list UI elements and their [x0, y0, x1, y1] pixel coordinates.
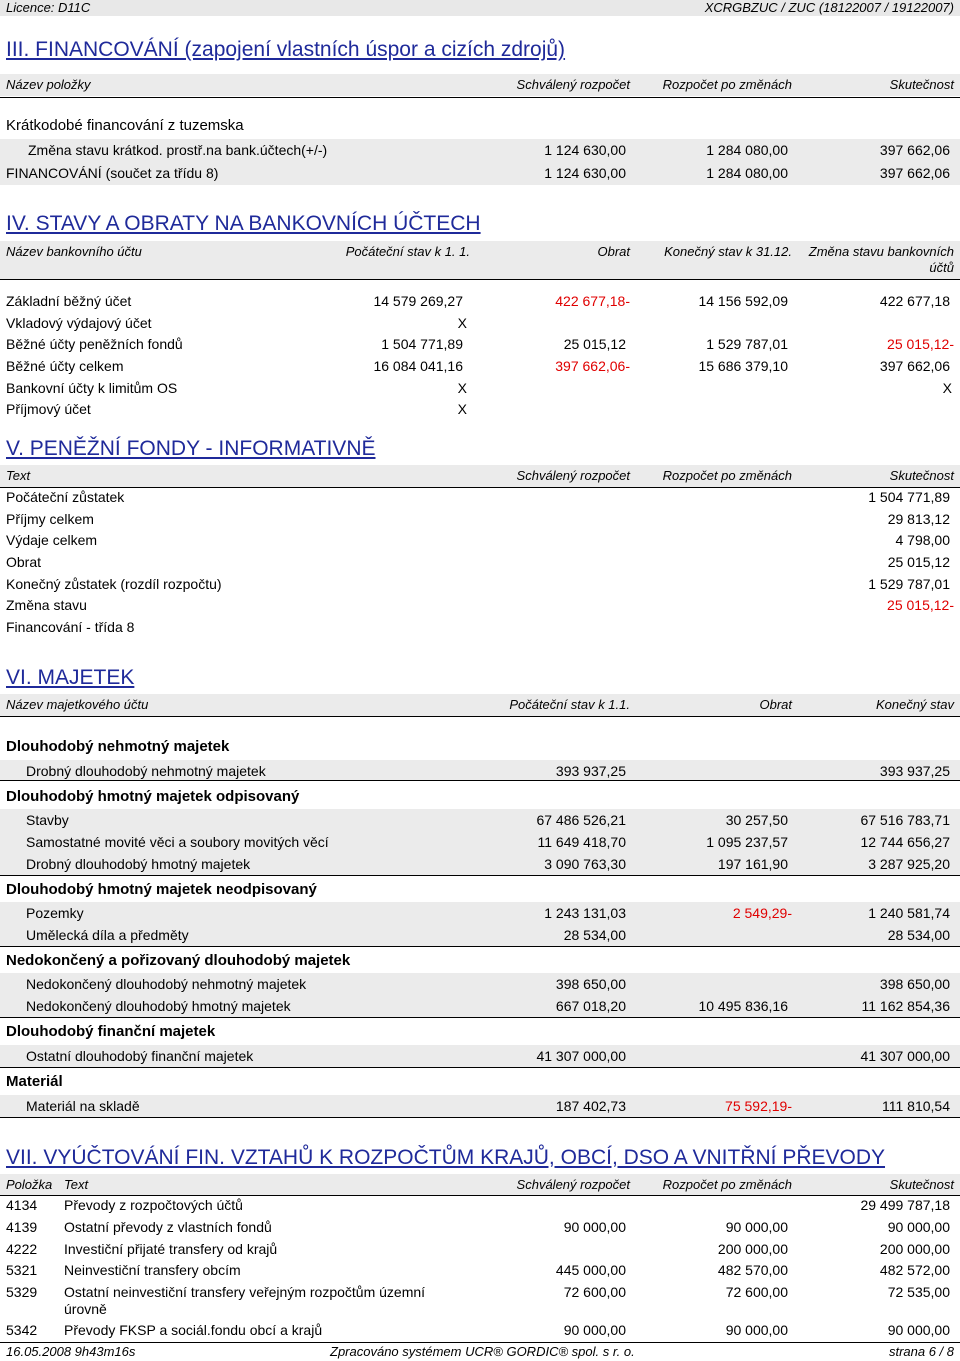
s6-g3-r1-initial: 667 018,20	[555, 998, 626, 1014]
s5-row-4-name: Konečný zůstatek (rozdíl rozpočtu)	[6, 576, 222, 592]
s6-col-name: Název majetkového účtu	[6, 697, 149, 712]
s4-col-final: Konečný stav k 31.12.	[664, 244, 792, 259]
s6-g5-line	[0, 1117, 960, 1118]
s3-row-1-actual: 397 662,06	[879, 165, 950, 181]
section-4-title: IV. STAVY A OBRATY NA BANKOVNÍCH ÚČTECH	[6, 212, 481, 235]
s7-row-4-text: Ostatní neinvestiční transfery veřejným rozpočtům územní úrovně	[64, 1284, 426, 1317]
s6-g5-r0-turnover: 75 592,19-	[725, 1098, 792, 1114]
s3-col-modified: Rozpočet po změnách	[662, 77, 792, 92]
section-5-title: V. PENĚŽNÍ FONDY - INFORMATIVNĚ	[6, 437, 376, 460]
s3-group-title: Krátkodobé financování z tuzemska	[6, 117, 244, 134]
s6-g2-line	[0, 946, 960, 947]
s6-g1-r0-initial: 67 486 526,21	[536, 812, 626, 828]
s5-row-0-name: Počáteční zůstatek	[6, 489, 125, 505]
s7-row-1-approved: 90 000,00	[563, 1219, 626, 1235]
s4-row-5-name: Příjmový účet	[6, 401, 91, 417]
s6-g1-r0-final: 67 516 783,71	[860, 812, 950, 828]
s7-row-1-code: 4139	[6, 1219, 38, 1235]
s6-g1-line	[0, 875, 960, 876]
s6-g1-r1-turnover: 1 095 237,57	[706, 834, 788, 850]
s6-g1-r0-name: Stavby	[26, 812, 69, 828]
s6-g5-r0-initial: 187 402,73	[555, 1098, 626, 1114]
s3-row-0-modified: 1 284 080,00	[706, 142, 788, 158]
section-3-title: III. FINANCOVÁNÍ (zapojení vlastních úspor a cizích zdrojů)	[6, 38, 566, 61]
s4-row-1-initial: X	[457, 315, 467, 331]
s3-col-name: Název položky	[6, 77, 91, 92]
s7-row-0-code: 4134	[6, 1197, 38, 1213]
s7-col-text: Text	[64, 1177, 89, 1192]
s4-row-3-name: Běžné účty celkem	[6, 358, 124, 374]
s4-row-2-name: Běžné účty peněžních fondů	[6, 336, 183, 352]
s6-g2-r0-name: Pozemky	[26, 905, 84, 921]
s7-row-4-code: 5329	[6, 1284, 38, 1300]
s7-header-bar	[0, 1174, 960, 1196]
s5-row-2-actual: 4 798,00	[895, 532, 950, 548]
s4-row-4-initial: X	[457, 380, 467, 396]
section-6-title: VI. MAJETEK	[6, 666, 135, 689]
licence-text: Licence: D11C	[6, 0, 91, 15]
s4-col-initial: Počáteční stav k 1. 1.	[345, 244, 470, 259]
s5-row-1-actual: 29 813,12	[887, 511, 950, 527]
s6-g2-r0-initial: 1 243 131,03	[544, 905, 626, 921]
s3-header-bar	[0, 74, 960, 96]
s5-row-5-name: Změna stavu	[6, 597, 87, 613]
s6-g5-bg	[0, 1095, 960, 1117]
s3-col-approved: Schválený rozpočet	[516, 77, 630, 92]
s6-group-2-title: Dlouhodobý hmotný majetek neodpisovaný	[6, 881, 317, 898]
s6-col-initial: Počáteční stav k 1.1.	[509, 697, 630, 712]
s7-row-4-approved: 72 600,00	[563, 1284, 626, 1300]
s7-header-line	[0, 1195, 960, 1196]
s4-col-change: Změna stavu bankovních účtů	[808, 244, 954, 275]
s7-row-5-modified: 90 000,00	[725, 1322, 788, 1338]
s6-g1-r2-name: Drobný dlouhodobý hmotný majetek	[26, 856, 251, 872]
s6-g3-r1-final: 11 162 854,36	[861, 998, 950, 1014]
s7-row-5-actual: 90 000,00	[887, 1322, 950, 1338]
footer-date: 16.05.2008 9h43m16s	[6, 1344, 136, 1359]
s4-row-0-initial: 14 579 269,27	[373, 293, 463, 309]
s5-row-5-actual: 25 015,12-	[887, 597, 954, 613]
s6-g1-r1-initial: 11 649 418,70	[537, 834, 626, 850]
s7-row-2-code: 4222	[6, 1241, 38, 1257]
s5-row-6-name: Financování - třída 8	[6, 619, 135, 635]
s6-g1-r2-turnover: 197 161,90	[717, 856, 788, 872]
s6-g2-r0-final: 1 240 581,74	[868, 905, 950, 921]
s3-col-actual: Skutečnost	[889, 77, 954, 92]
s4-row-2-turnover: 25 015,12	[563, 336, 626, 352]
s7-row-3-actual: 482 572,00	[879, 1262, 950, 1278]
s7-row-4-actual: 72 535,00	[887, 1284, 950, 1300]
s6-g3-r0-name: Nedokončený dlouhodobý nehmotný majetek	[26, 976, 307, 992]
s4-row-0-change: 422 677,18	[879, 293, 950, 309]
section-7-title: VII. VYÚČTOVÁNÍ FIN. VZTAHŮ K ROZPOČTŮM KRAJŮ, OBCÍ, DSO A VNITŘNÍ PŘEVODY	[6, 1146, 886, 1169]
footer-system: Zpracováno systémem UCR® GORDIC® spol. s r. o.	[330, 1344, 635, 1359]
s6-group-4-title: Dlouhodobý finanční majetek	[6, 1023, 216, 1040]
s6-g3-r1-name: Nedokončený dlouhodobý hmotný majetek	[26, 998, 291, 1014]
s6-g0-line	[0, 780, 960, 781]
s4-col-name: Název bankovního účtu	[6, 244, 142, 259]
s6-g1-r2-final: 3 287 925,20	[868, 856, 950, 872]
s4-row-3-final: 15 686 379,10	[698, 358, 788, 374]
s6-group-1-title: Dlouhodobý hmotný majetek odpisovaný	[6, 788, 300, 805]
s4-row-2-change: 25 015,12-	[887, 336, 954, 352]
s3-row-0-name: Změna stavu krátkod. prostř.na bank.účtech(+/-)	[28, 142, 328, 158]
s4-header-line	[0, 279, 960, 280]
s7-row-2-modified: 200 000,00	[717, 1241, 788, 1257]
s7-col-code: Položka	[6, 1177, 53, 1192]
s4-row-5-initial: X	[457, 401, 467, 417]
s4-row-0-final: 14 156 592,09	[698, 293, 788, 309]
s5-row-2-name: Výdaje celkem	[6, 532, 98, 548]
s5-row-3-actual: 25 015,12	[887, 554, 950, 570]
s6-g4-r0-final: 41 307 000,00	[860, 1048, 950, 1064]
s4-row-3-initial: 16 084 041,16	[373, 358, 463, 374]
s6-g3-r0-initial: 398 650,00	[555, 976, 626, 992]
s6-col-final: Konečný stav	[875, 697, 954, 712]
s5-col-approved: Schválený rozpočet	[516, 468, 630, 483]
s6-g1-r1-final: 12 744 656,27	[860, 834, 950, 850]
s7-row-1-text: Ostatní převody z vlastních fondů	[64, 1219, 272, 1235]
s7-row-5-code: 5342	[6, 1322, 38, 1338]
s7-col-actual: Skutečnost	[889, 1177, 954, 1192]
s6-g4-r0-initial: 41 307 000,00	[536, 1048, 626, 1064]
s7-row-4-modified: 72 600,00	[725, 1284, 788, 1300]
s5-row-4-actual: 1 529 787,01	[868, 576, 950, 592]
document-ident: XCRGBZUC / ZUC (18122007 / 19122007)	[704, 0, 954, 15]
s3-row-1-approved: 1 124 630,00	[544, 165, 626, 181]
footer-page: strana 6 / 8	[888, 1344, 954, 1359]
s7-row-0-actual: 29 499 787,18	[860, 1197, 950, 1213]
s4-row-4-change: X	[942, 380, 952, 396]
s7-row-1-modified: 90 000,00	[725, 1219, 788, 1235]
s7-row-3-text: Neinvestiční transfery obcím	[64, 1262, 241, 1278]
s7-row-5-approved: 90 000,00	[563, 1322, 626, 1338]
s4-row-0-name: Základní běžný účet	[6, 293, 132, 309]
s6-g3-r1-turnover: 10 495 836,16	[698, 998, 788, 1014]
s6-g2-r1-initial: 28 534,00	[563, 927, 626, 943]
s6-g1-r2-initial: 3 090 763,30	[544, 856, 626, 872]
s3-row-1-modified: 1 284 080,00	[706, 165, 788, 181]
s6-g0-r0-name: Drobný dlouhodobý nehmotný majetek	[26, 763, 266, 779]
s5-header-line	[0, 487, 960, 488]
s7-row-1-actual: 90 000,00	[887, 1219, 950, 1235]
s6-g1-r0-turnover: 30 257,50	[725, 812, 788, 828]
s6-group-3-title: Nedokončený a pořizovaný dlouhodobý majetek	[6, 952, 351, 969]
s5-col-actual: Skutečnost	[889, 468, 954, 483]
s6-g2-r0-turnover: 2 549,29-	[732, 905, 792, 921]
s6-g2-r1-name: Umělecká díla a předměty	[26, 927, 189, 943]
footer-line	[0, 1342, 960, 1343]
s3-row-1-name: FINANCOVÁNÍ (součet za třídu 8)	[6, 165, 219, 181]
s6-header-line	[0, 716, 960, 717]
s7-row-3-approved: 445 000,00	[555, 1262, 626, 1278]
s4-row-4-name: Bankovní účty k limitům OS	[6, 380, 178, 396]
s4-row-2-final: 1 529 787,01	[706, 336, 788, 352]
s7-row-0-text: Převody z rozpočtových účtů	[64, 1197, 243, 1213]
s3-row-0-approved: 1 124 630,00	[544, 142, 626, 158]
s6-g0-r0-initial: 393 937,25	[555, 763, 626, 779]
s5-col-modified: Rozpočet po změnách	[662, 468, 792, 483]
s7-col-approved: Schválený rozpočet	[516, 1177, 630, 1192]
s4-row-2-initial: 1 504 771,89	[381, 336, 463, 352]
s6-g4-r0-name: Ostatní dlouhodobý finanční majetek	[26, 1048, 254, 1064]
s6-g5-r0-name: Materiál na skladě	[26, 1098, 140, 1114]
s7-row-5-text: Převody FKSP a sociál.fondu obcí a krajů	[64, 1322, 323, 1338]
s5-col-text: Text	[6, 468, 31, 483]
s5-header-bar	[0, 465, 960, 487]
s7-row-3-code: 5321	[6, 1262, 38, 1278]
s3-row-0-actual: 397 662,06	[879, 142, 950, 158]
s5-row-0-actual: 1 504 771,89	[868, 489, 950, 505]
s6-g3-line	[0, 1017, 960, 1018]
s5-row-1-name: Příjmy celkem	[6, 511, 94, 527]
s7-row-2-text: Investiční přijaté transfery od krajů	[64, 1241, 278, 1257]
s6-g5-r0-final: 111 810,54	[882, 1098, 950, 1114]
s6-col-turnover: Obrat	[759, 697, 792, 712]
s5-row-3-name: Obrat	[6, 554, 42, 570]
s4-row-3-change: 397 662,06	[879, 358, 950, 374]
s4-row-0-turnover: 422 677,18-	[555, 293, 630, 309]
s6-group-5-title: Materiál	[6, 1073, 63, 1090]
s4-row-1-name: Vkladový výdajový účet	[6, 315, 152, 331]
s4-col-turnover: Obrat	[597, 244, 630, 259]
s6-g3-r0-final: 398 650,00	[879, 976, 950, 992]
s6-g0-r0-final: 393 937,25	[879, 763, 950, 779]
s7-row-3-modified: 482 570,00	[717, 1262, 788, 1278]
s6-g4-line	[0, 1067, 960, 1068]
s7-col-modified: Rozpočet po změnách	[662, 1177, 792, 1192]
s7-row-2-actual: 200 000,00	[879, 1241, 950, 1257]
s4-row-3-turnover: 397 662,06-	[555, 358, 630, 374]
s3-header-line	[0, 97, 960, 98]
s6-g2-r1-final: 28 534,00	[887, 927, 950, 943]
s6-group-0-title: Dlouhodobý nehmotný majetek	[6, 738, 230, 755]
s6-g1-r1-name: Samostatné movité věci a soubory movitých věcí	[26, 834, 329, 850]
